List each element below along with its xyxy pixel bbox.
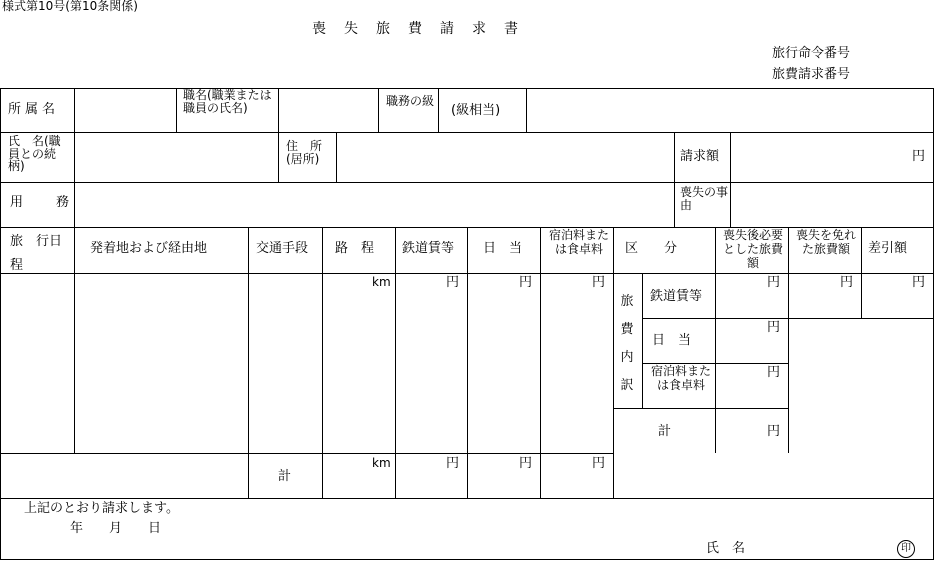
grade-equivalent: (級相当) [451, 103, 501, 118]
breakdown-daily-yen: 円 [767, 320, 781, 335]
claim-date: 年 月 日 [70, 521, 162, 536]
claim-statement: 上記のとおり請求します。 [24, 501, 179, 516]
daily-yen: 円 [519, 275, 533, 290]
difference-header: 差引額 [868, 241, 908, 256]
claim-amount-label: 請求額 [680, 149, 720, 164]
breakdown-total-label: 計 [658, 424, 672, 439]
breakdown-lodging-label: 宿泊料または食卓料 [650, 364, 711, 392]
difference-yen: 円 [912, 275, 926, 290]
route-header: 発着地および経由地 [90, 241, 208, 256]
daily-allowance-header: 日 当 [483, 241, 523, 256]
breakdown-rail-label: 鉄道賃等 [650, 289, 703, 304]
lodging-yen: 円 [592, 275, 606, 290]
form-title: 喪 失 旅 費 請 求 書 [312, 21, 520, 37]
breakdown-total-yen: 円 [767, 424, 781, 439]
duty-label: 用 務 [10, 195, 80, 210]
totals-daily-yen: 円 [519, 456, 533, 471]
totals-label: 計 [278, 469, 292, 484]
totals-lodging-yen: 円 [592, 456, 606, 471]
needed-rail-yen: 円 [767, 275, 781, 290]
address-label: 住 所(居所) [286, 139, 323, 166]
rail-yen: 円 [446, 275, 460, 290]
signer-name-label: 氏 名 [706, 541, 746, 556]
totals-rail-yen: 円 [446, 456, 460, 471]
claim-number-label: 旅費請求番号 [772, 67, 851, 82]
itinerary-header: 旅 行日 程 [10, 234, 76, 273]
breakdown-char-1: 旅 [620, 294, 634, 309]
rail-fare-header: 鉄道賃等 [402, 241, 455, 256]
breakdown-char-4: 訳 [620, 378, 634, 393]
breakdown-daily-label: 日 当 [652, 333, 692, 348]
totals-distance-unit: km [372, 456, 391, 470]
distance-header: 路 程 [335, 241, 375, 256]
breakdown-lodging-yen: 円 [767, 365, 781, 380]
name-label: 氏 名(職員との続柄) [8, 134, 61, 174]
transport-header: 交通手段 [256, 241, 309, 256]
breakdown-char-2: 費 [620, 322, 634, 337]
grade-label: 職務の級 [386, 94, 435, 108]
job-title-label: 職名(職業または職員の氏名) [183, 88, 272, 115]
claim-amount-yen: 円 [912, 149, 926, 164]
breakdown-char-3: 内 [620, 350, 634, 365]
exempt-yen: 円 [840, 275, 854, 290]
loss-reason-label: 喪失の事 由 [680, 185, 741, 212]
seal-icon: 印 [897, 540, 915, 558]
needed-header: 喪失後必要とした旅費額 [722, 228, 783, 270]
exempt-header: 喪失を免れた旅費額 [795, 228, 856, 256]
category-header: 区 分 [625, 241, 678, 256]
form-number: 様式第10号(第10条関係) [2, 0, 138, 13]
distance-unit: km [372, 275, 391, 289]
dept-label: 所属名 [8, 102, 60, 117]
lodging-header: 宿泊料または食卓料 [548, 228, 609, 256]
order-number-label: 旅行命令番号 [772, 46, 851, 61]
